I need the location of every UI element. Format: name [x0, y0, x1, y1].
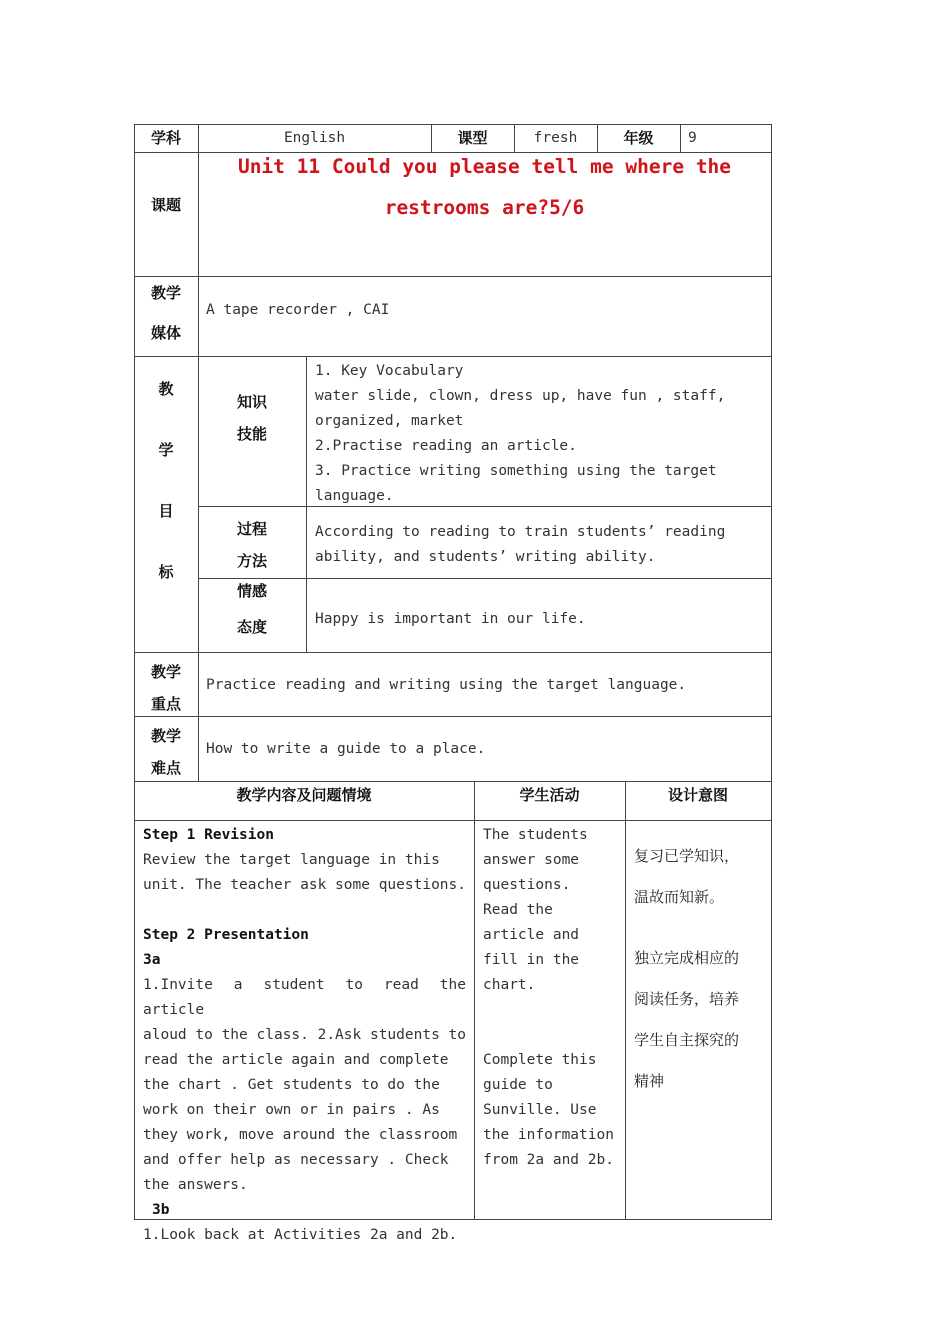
type-value: fresh	[533, 130, 578, 146]
grade-value: 9	[688, 130, 697, 146]
media-label	[134, 276, 198, 347]
process-label	[198, 516, 306, 574]
column-header-intent: 设计意图	[667, 786, 728, 804]
process-label-line2: 方法	[236, 552, 267, 570]
media-value: A tape recorder , CAI	[206, 302, 390, 318]
difficulty-label-line1: 教学	[150, 727, 181, 745]
process-text	[315, 520, 763, 570]
step1-line1: Review the target language in this	[143, 852, 440, 868]
difficulty-text: How to write a guide to a place.	[206, 741, 486, 757]
intent-gap	[634, 918, 768, 938]
emotion-label	[198, 578, 306, 640]
emotion-label-line1: 情感	[236, 582, 267, 600]
emotion-label-line2: 态度	[236, 618, 267, 636]
intent-b-line3: 学生自主探究的	[634, 1031, 740, 1049]
activity-a-line3: questions.	[483, 877, 571, 893]
emotion-text: Happy is important in our life.	[315, 611, 586, 627]
p3a-line2: aloud to the class. 2.Ask students to	[143, 1027, 467, 1043]
objectives-label-char1: 教	[158, 380, 174, 398]
media-label-line2: 媒体	[150, 324, 181, 342]
objectives-label	[134, 376, 198, 585]
knowledge-line2: water slide, clown, dress up, have fun , staff,	[315, 388, 726, 404]
p3a-line6: they work, move around the classroom	[143, 1127, 458, 1143]
objectives-label-char4: 标	[158, 563, 174, 581]
intent-a-line1: 复习已学知识，	[634, 847, 740, 865]
step1-title: Step 1 Revision	[143, 827, 274, 843]
p3a-line8: the answers.	[143, 1177, 248, 1193]
teaching-content	[143, 823, 466, 1248]
p3a-line3: read the article again and complete	[143, 1052, 449, 1068]
p3b-line1: 1.Look back at Activities 2a and 2b.	[143, 1227, 458, 1243]
blank-line	[143, 898, 466, 923]
column-header-activity: 学生活动	[519, 786, 580, 804]
activity-a-line1: The students	[483, 827, 588, 843]
activity-a-line2: answer some	[483, 852, 580, 868]
knowledge-line4: 2.Practise reading an article.	[315, 438, 577, 454]
student-activity	[483, 823, 621, 1173]
activity-a-line5: article and	[483, 927, 580, 943]
knowledge-line3: organized, market	[315, 413, 464, 429]
intent-b-line2: 阅读任务，培养	[634, 990, 740, 1008]
activity-b-line1: Complete this	[483, 1052, 597, 1068]
difficulty-label-line2: 难点	[150, 759, 181, 777]
objectives-label-char3: 目	[158, 502, 174, 520]
knowledge-line6: language.	[315, 488, 394, 504]
activity-b-line4: the information	[483, 1127, 614, 1143]
lesson-title	[198, 146, 771, 228]
design-intent	[634, 836, 768, 1102]
grade-label: 年级	[623, 129, 654, 147]
intent-b-line4: 精神	[634, 1072, 665, 1090]
media-label-line1: 教学	[150, 284, 181, 302]
key-point-label-line2: 重点	[150, 695, 181, 713]
section-3a-label: 3a	[143, 952, 161, 968]
activity-gap	[483, 998, 621, 1023]
intent-a-line2: 温故而知新。	[634, 888, 725, 906]
p3a-line7: and offer help as necessary . Check	[143, 1152, 449, 1168]
column-header-content: 教学内容及问题情境	[236, 786, 372, 804]
activity-a-line7: chart.	[483, 977, 536, 993]
knowledge-line1: 1. Key Vocabulary	[315, 363, 464, 379]
key-point-label	[134, 660, 198, 716]
knowledge-line5: 3. Practice writing something using the target	[315, 463, 717, 479]
key-point-label-line1: 教学	[150, 663, 181, 681]
step1-line2: unit. The teacher ask some questions.	[143, 877, 467, 893]
process-line2: ability, and students’ writing ability.	[315, 549, 656, 565]
process-label-line1: 过程	[236, 520, 267, 538]
subject-value: English	[283, 130, 346, 146]
activity-a-line4: Read the	[483, 902, 553, 918]
lesson-title-line1: Unit 11 Could you please tell me where the	[237, 155, 732, 178]
knowledge-label-line2: 技能	[236, 425, 267, 443]
section-3b-label: 3b	[152, 1202, 170, 1218]
activity-a-line6: fill in the	[483, 952, 580, 968]
activity-b-line3: Sunville. Use	[483, 1102, 597, 1118]
p3a-line4: the chart . Get students to do the	[143, 1077, 440, 1093]
process-line1: According to reading to train students’ reading	[315, 524, 726, 540]
key-point-text: Practice reading and writing using the target language.	[206, 677, 687, 693]
activity-b-line5: from 2a and 2b.	[483, 1152, 614, 1168]
difficulty-label	[134, 724, 198, 780]
objectives-label-char2: 学	[158, 441, 174, 459]
knowledge-label-line1: 知识	[236, 393, 267, 411]
knowledge-label	[198, 390, 306, 446]
knowledge-text	[315, 359, 763, 509]
type-label: 课型	[457, 129, 488, 147]
intent-b-line1: 独立完成相应的	[634, 949, 740, 967]
topic-label: 课题	[150, 196, 181, 214]
subject-label: 学科	[150, 129, 181, 147]
lesson-title-line2: restrooms are?5/6	[384, 196, 585, 219]
step2-title: Step 2 Presentation	[143, 927, 309, 943]
p3a-line1: 1.Invite a student to read the article	[143, 977, 466, 1018]
p3a-line5: work on their own or in pairs . As	[143, 1102, 440, 1118]
activity-b-line2: guide to	[483, 1077, 553, 1093]
activity-gap-2	[483, 1023, 621, 1048]
